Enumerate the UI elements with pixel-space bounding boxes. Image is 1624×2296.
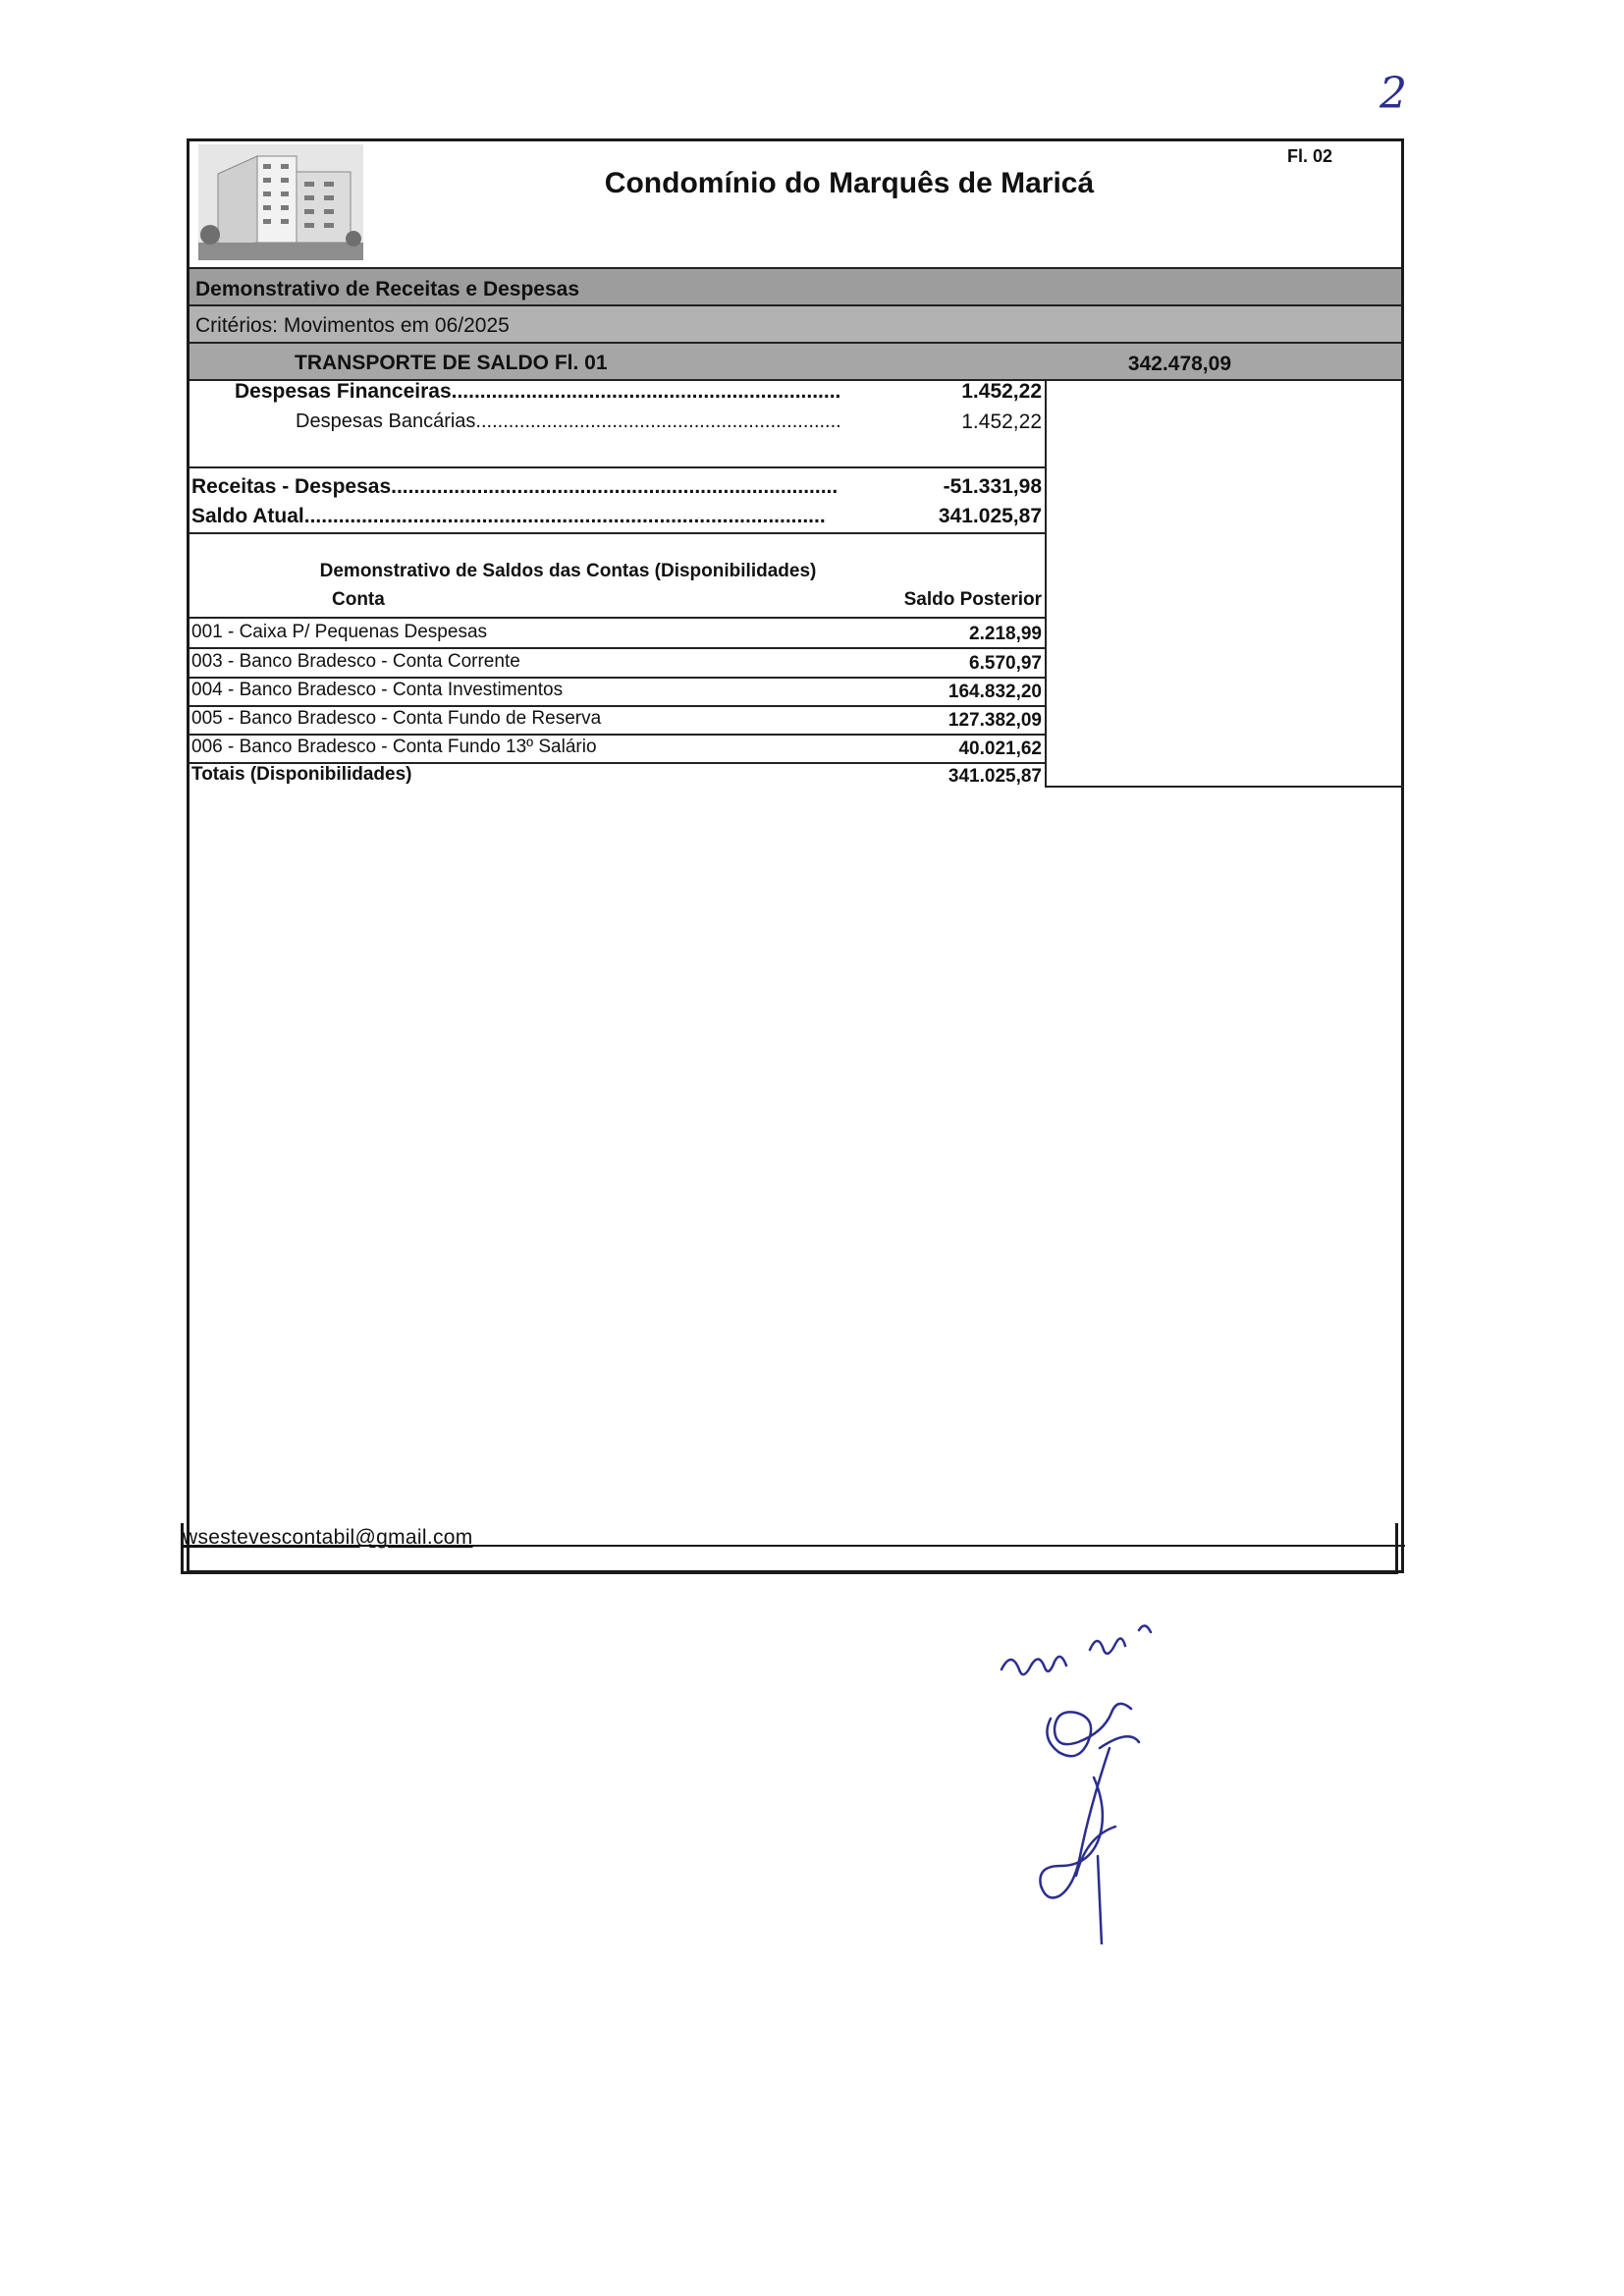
total-line-value: -51.331,98: [943, 475, 1042, 498]
table-row: [189, 677, 1045, 704]
handwritten-signature: [982, 1611, 1198, 1944]
table-row: [189, 619, 1045, 646]
report-title: Demonstrativo de Receitas e Despesas: [195, 278, 580, 301]
account-balance: 127.382,09: [947, 710, 1042, 731]
account-name: 004 - Banco Bradesco - Conta Investimentos: [191, 680, 564, 700]
criteria-text: Critérios: Movimentos em 06/2025: [195, 314, 510, 337]
condominium-title: Condomínio do Marquês de Maricá: [604, 167, 1095, 199]
table-bottom-rule: [1045, 786, 1404, 788]
handwritten-page-number: 2: [1380, 69, 1407, 119]
total-line-label: Receitas - Despesas..............................................................................: [191, 475, 839, 498]
total-value: 341.025,87: [947, 766, 1042, 787]
report-title-band: [189, 267, 1401, 304]
total-line-value: 341.025,87: [938, 505, 1042, 527]
divider: [189, 532, 1045, 534]
account-balance: 40.021,62: [958, 738, 1042, 759]
account-balance: 2.218,99: [969, 624, 1042, 644]
total-label: Totais (Disponibilidades): [191, 764, 412, 785]
building-illustration: [198, 144, 363, 260]
total-line-result: [189, 475, 1044, 503]
expense-line-label: Despesas Financeiras....................................................................: [235, 380, 841, 403]
table-row: [189, 705, 1045, 733]
account-name: 006 - Banco Bradesco - Conta Fundo 13º Salário: [191, 737, 597, 757]
expense-line-value: 1.452,22: [961, 410, 1042, 433]
balances-title: Demonstrativo de Saldos das Contas (Disponibilidades): [319, 561, 817, 581]
building-photo: [198, 144, 363, 260]
carry-forward-band: [189, 342, 1401, 381]
table-row: [189, 648, 1045, 676]
table-row: [189, 734, 1045, 761]
carry-forward-value: 342.478,09: [1127, 353, 1231, 375]
value-column-divider: [1045, 381, 1047, 788]
account-name: 005 - Banco Bradesco - Conta Fundo de Reserva: [191, 708, 602, 729]
column-balance: Saldo Posterior: [903, 589, 1042, 610]
column-account: Conta: [332, 589, 385, 610]
total-line-balance: [189, 505, 1044, 532]
account-balance: 6.570,97: [969, 653, 1042, 674]
table-total-row: [189, 761, 1045, 789]
total-line-label: Saldo Atual...........................................................................................: [191, 505, 826, 527]
expense-line-label: Despesas Bancárias...................................................................: [296, 410, 841, 432]
criteria-band: [189, 304, 1401, 342]
contact-email: wsestevescontabil@gmail.com: [183, 1526, 473, 1549]
account-name: 003 - Banco Bradesco - Conta Corrente: [191, 651, 520, 672]
account-balance: 164.832,20: [947, 682, 1042, 702]
folio-number: Fl. 02: [1287, 146, 1333, 166]
carry-forward-label: TRANSPORTE DE SALDO Fl. 01: [295, 352, 608, 374]
expense-line-financial: [189, 380, 1044, 408]
divider: [189, 466, 1045, 468]
account-name: 001 - Caixa P/ Pequenas Despesas: [191, 622, 488, 642]
expense-line-bank: [189, 410, 1044, 438]
expense-line-value: 1.452,22: [961, 380, 1042, 403]
